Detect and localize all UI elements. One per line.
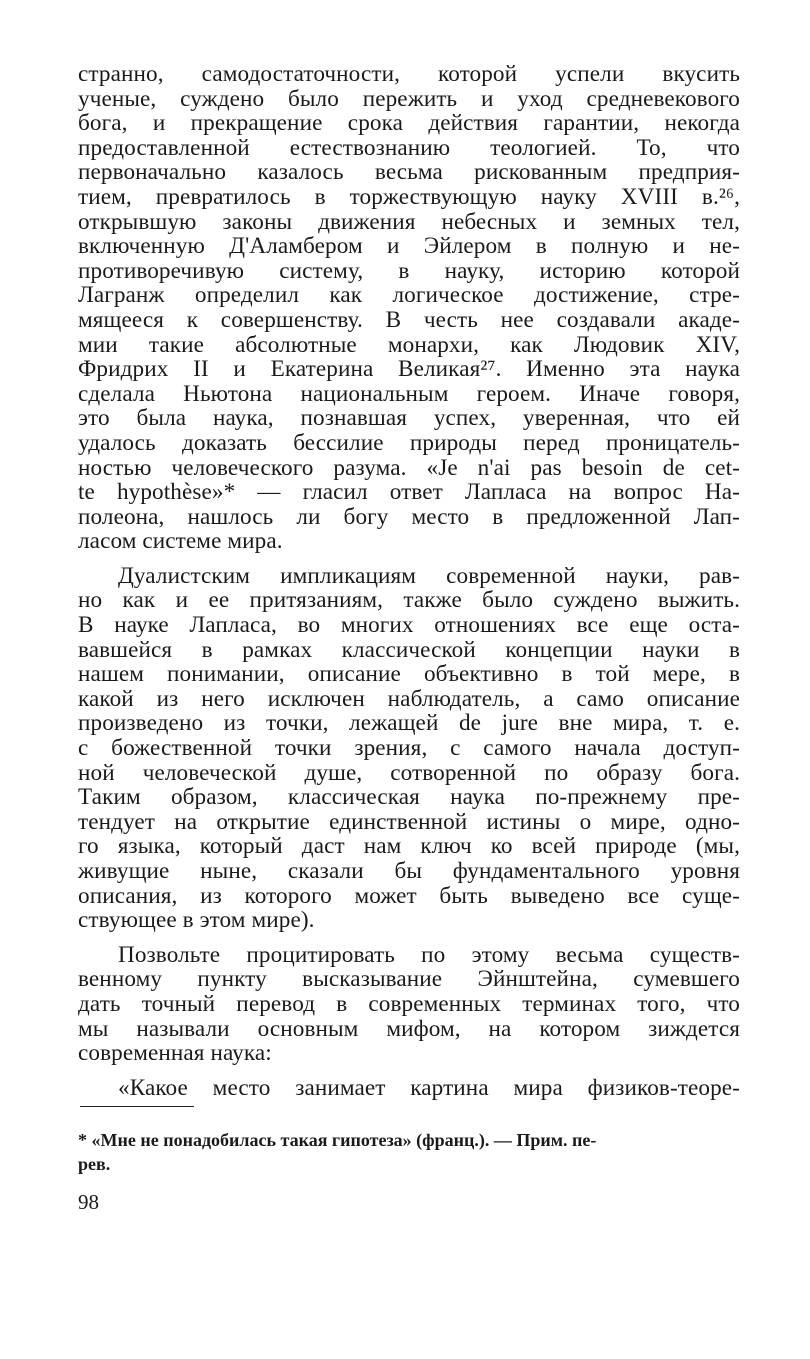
text-line: венному пункту высказывание Эйнштейна, сумевшего [78,966,740,993]
text-line: но как и ее притязаниям, также было суждено выжить. [78,587,740,614]
footnote-line: * «Мне не понадобилась такая гипотеза» (франц.). — Прим. пе- [78,1130,597,1150]
page-number: 98 [78,1190,99,1214]
text-line: открывшую законы движения небесных и земных тел, [78,208,740,235]
footnote [78,1128,740,1176]
text-line: дать точный перевод в современных терминах того, что [78,990,740,1017]
paragraph-1 [78,62,740,554]
text-line: какой из него исключен наблюдатель, а само описание [78,685,740,712]
footnote-line: рев. [78,1154,111,1174]
text-line: включенную Д'Аламбером и Эйлером в полную и не- [78,233,740,260]
text-line: ностью человеческого разума. «Je n'ai pas besoin de cet- [78,454,740,481]
text-line: Позвольте процитировать по этому весьма существ- [118,941,740,968]
text-line: Лагранж определил как логическое достижение, стре- [78,282,740,309]
text-line: Дуалистским импликациям современной науки, рав- [118,562,740,589]
text-line: «Какое место занимает картина мира физиков-теоре- [118,1074,740,1101]
text-line: живущие ныне, сказали бы фундаментального уровня [78,858,740,884]
text-line: полеона, нашлось ли богу место в предложенной Лап- [78,503,740,530]
paragraph-2 [78,564,740,933]
text-line: предоставленной естествознанию теологией. То, что [78,134,740,161]
text-line: ученые, суждено было пережить и уход средневекового [78,85,740,112]
text-line: с божественной точки зрения, с самого начала доступ- [78,735,740,762]
text-line: современная наука: [78,1040,272,1067]
footnote-divider [80,1106,194,1107]
text-line: ствующее в этом мире). [78,907,315,934]
text-line: бога, и прекращение срока действия гарантии, некогда [78,110,740,137]
text-line: удалось доказать бессилие природы перед проницатель- [78,429,740,456]
text-line: ласом системе мира. [78,528,283,555]
text-line: В науке Лапласа, во многих отношениях все еще оста- [78,612,740,639]
paragraph-3 [78,943,740,1066]
text-line: тендует на открытие единственной истины о мире, одно- [78,808,740,835]
text-line: мии такие абсолютные монархи, как Людовик XIV, [78,331,740,358]
text-line: го языка, который даст нам ключ ко всей природе (мы, [78,833,740,860]
text-line: произведено из точки, лежащей de jure вне мира, т. е. [78,710,740,737]
text-line: мы называли основным мифом, на котором зиждется [78,1015,740,1042]
text-line: te hypothèse»* — гласил ответ Лапласа на вопрос На- [78,479,740,506]
text-line: мящееся к совершенству. В честь нее создавали акаде- [78,306,740,333]
text-line: нашем понимании, описание объективно в той мере, в [78,661,740,688]
text-line: Таким образом, классическая наука по-прежнему пре- [78,784,740,811]
text-line: сделала Ньютона национальным героем. Иначе говоря, [78,380,740,407]
text-line: вавшейся в рамках классической концепции науки в [78,636,740,663]
text-line: противоречивую систему, в науку, историю которой [78,257,740,284]
text-line: тием, превратилось в торжествующую науку XVIII в.²⁶, [78,183,740,210]
text-line: первоначально казалось весьма рискованным предприя- [78,159,740,186]
main-text [78,62,740,1100]
text-line: Фридрих II и Екатерина Великая²⁷. Именно эта наука [78,356,740,383]
text-line: это была наука, познавшая успех, уверенная, что ей [78,405,740,432]
text-line: ной человеческой душе, сотворенной по образу бога. [78,759,740,786]
paragraph-4 [78,1076,740,1101]
text-line: странно, самодостаточности, которой успели вкусить [78,61,740,87]
text-line: описания, из которого может быть выведено все суще- [78,882,740,909]
